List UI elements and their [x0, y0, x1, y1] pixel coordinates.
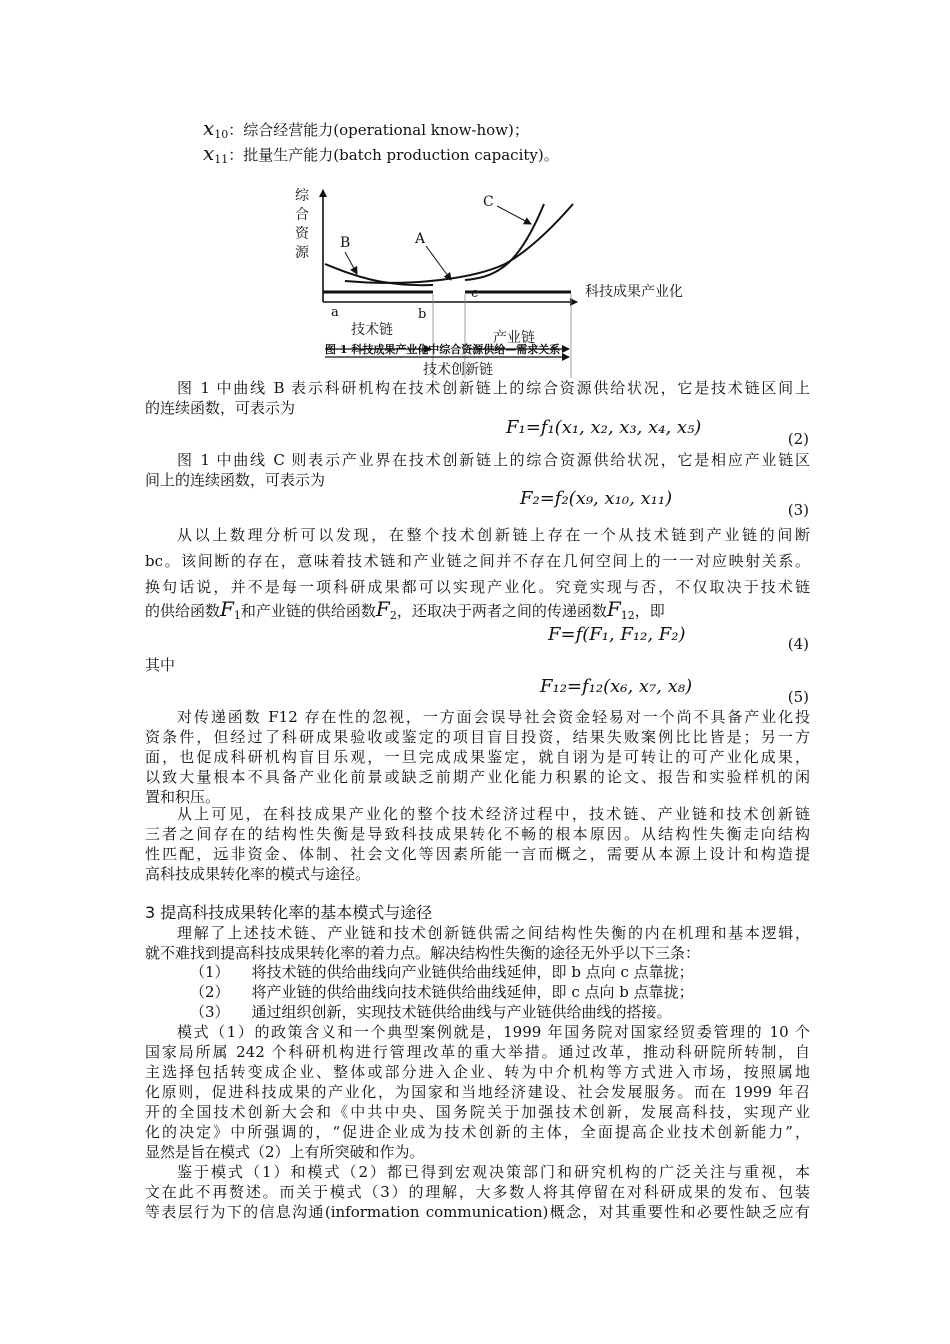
list-item: [190, 982, 855, 1002]
equation-5: F₁₂=f₁₂(x₆, x₇, x₈): [540, 676, 693, 697]
paragraph-line: 化原则，促进科技成果的产业化，为国家和当地经济建设、社会发展服务。而在 1999 年召: [145, 1083, 810, 1101]
definition-x10: [203, 118, 868, 145]
paragraph-line: 化的决定》中所强调的，“促进企业成为技术创新的主体，全面提高企业技术创新能力”，: [145, 1123, 810, 1141]
paragraph-line: 以致大量根本不具备产业化前景或缺乏前期产业化能力积累的论文、报告和实验样机的闲: [145, 768, 810, 786]
inline-func-sub: 1: [233, 609, 241, 622]
paragraph-line: 性匹配，远非资金、体制、社会文化等因素所能一言而概之，需要从本源上设计和构造提: [145, 845, 810, 863]
list-number: （1）: [190, 963, 230, 981]
list-text: 将技术链的供给曲线向产业链供给曲线延伸，即 b 点向 c 点靠拢；: [251, 963, 694, 981]
x-label: 科技成果产业化: [585, 284, 683, 300]
list-text: 将产业链的供给曲线向技术链供给曲线延伸，即 c 点向 b 点靠拢；: [251, 983, 694, 1001]
text-run: ，还取决于两者之间的传递函数: [396, 602, 607, 620]
paragraph-line: 理解了上述技术链、产业链和技术创新链供需之间结构性失衡的内在机理和基本逻辑，: [177, 924, 810, 942]
figure-1: [285, 182, 715, 382]
paragraph-line: bc。该间断的存在，意味着技术链和产业链之间并不存在几何空间上的一一对应映射关系。: [145, 552, 810, 570]
paragraph-line: 文在此不再赘述。而关于模式（3）的理解，大多数人将其停留在对科研成果的发布、包装: [145, 1183, 810, 1201]
curve-label-a: A: [415, 231, 426, 247]
definition-text: ：批量生产能力(batch production capacity)。: [228, 146, 559, 164]
paragraph-line: 主选择包括转变成企业、整体或部分进入企业、转为中介机构等方式进入市场，按照属地: [145, 1063, 810, 1081]
paragraph-line: 显然是旨在模式（2）上有所突破和作为。: [145, 1143, 425, 1161]
definition-var: x: [203, 141, 215, 165]
figure-caption: 图 1 科技成果产业化中综合资源供给—需求关系: [325, 343, 561, 356]
paragraph-line: 三者之间存在的结构性失衡是导致科技成果转化不畅的根本原因。从结构性失衡走向结构: [145, 825, 810, 843]
point-b: b: [418, 307, 427, 322]
paragraph-line: 从以上数理分析可以发现，在整个技术创新链上存在一个从技术链到产业链的间断: [177, 526, 810, 544]
equation-5-number: (5): [787, 688, 809, 706]
equation-2-number: (2): [787, 430, 809, 448]
equation-4-number: (4): [787, 635, 809, 653]
inline-func-var: F: [375, 597, 390, 621]
text-run: 的供给函数: [145, 602, 221, 620]
text-run: 和产业链的供给函数: [240, 602, 376, 620]
curve-c-leader: [497, 206, 531, 224]
definition-text: ：综合经营能力(operational know-how)；: [228, 121, 529, 139]
definition-sub: 10: [214, 128, 229, 141]
paragraph-line: 图 1 中曲线 C 则表示产业界在技术创新链上的综合资源供给状况，它是相应产业链区: [177, 451, 810, 469]
list-text: 通过组织创新，实现技术链供给曲线与产业链供给曲线的搭接。: [251, 1003, 672, 1021]
curve-a-leader: [426, 246, 451, 280]
paragraph-line: 等表层行为下的信息沟通(information communication)概念，对其重要性和必要性缺乏应有: [145, 1203, 810, 1221]
paragraph-line: 模式（1）的政策含义和一个典型案例就是，1999 年国务院对国家经贸委管理的 10 个: [177, 1023, 810, 1041]
inline-func-var: F: [220, 597, 234, 621]
list-number: （2）: [190, 983, 230, 1001]
definition-var: x: [203, 116, 215, 140]
y-label-char: 综: [295, 188, 309, 204]
paragraph-line: 图 1 中曲线 B 表示科研机构在技术创新链上的综合资源供给状况，它是技术链区间上: [177, 379, 810, 397]
paragraph-line: 资条件，但经过了科研成果验收或鉴定的项目盲目投资，结果失败案例比比皆是；另一方: [145, 728, 810, 746]
paragraph-line: 面，也促成科研机构盲目乐观，一旦完成成果鉴定，就自诩为是可转让的可产业化成果，: [145, 748, 810, 766]
paragraph-line: 置和积压。: [145, 788, 221, 806]
paragraph-line: 其中: [145, 656, 176, 674]
section-heading: 3 提高科技成果转化率的基本模式与途径: [145, 903, 433, 922]
definition-x11: [203, 143, 868, 170]
equation-3: F₂=f₂(x₉, x₁₀, x₁₁): [520, 488, 673, 509]
equation-4: F=f(F₁, F₁₂, F₂): [548, 624, 686, 645]
paragraph-line: 鉴于模式（1）和模式（2）都已得到宏观决策部门和研究机构的广泛关注与重视，本: [177, 1163, 810, 1181]
list-item: [190, 1002, 855, 1022]
curve-label-b: B: [340, 235, 351, 251]
industry-chain-label: 产业链: [493, 330, 535, 346]
paragraph-line: 间上的连续函数，可表示为: [145, 471, 326, 489]
list-item: [190, 962, 855, 982]
y-label-char: 合: [295, 207, 309, 223]
list-number: （3）: [190, 1003, 230, 1021]
inline-func-sub: 12: [620, 609, 635, 622]
paragraph-line: 对传递函数 F12 存在性的忽视，一方面会误导社会资金轻易对一个尚不具备产业化投: [177, 708, 810, 726]
paragraph-line: 开的全国技术创新大会和《中共中央、国务院关于加强技术创新，发展高科技，实现产业: [145, 1103, 810, 1121]
point-c: c: [471, 286, 479, 301]
paragraph-line: 的连续函数，可表示为: [145, 399, 296, 417]
paragraph-line: 就不难找到提高科技成果转化率的着力点。解决结构性失衡的途径无外乎以下三条：: [145, 944, 701, 962]
curve-c: [465, 204, 544, 280]
paragraph-line: [145, 596, 810, 629]
y-label-char: 资: [295, 226, 309, 242]
equation-3-number: (3): [787, 501, 809, 519]
curve-label-c: C: [483, 194, 494, 210]
y-label-char: 源: [295, 245, 309, 261]
inline-func-sub: 2: [389, 609, 397, 622]
equation-2: F₁=f₁(x₁, x₂, x₃, x₄, x₅): [506, 417, 702, 438]
paragraph-line: 高科技成果转化率的模式与途径。: [145, 865, 371, 883]
text-run: ，即: [634, 602, 665, 620]
paragraph-line: 从上可见，在科技成果产业化的整个技术经济过程中，技术链、产业链和技术创新链: [177, 805, 810, 823]
inline-func-var: F: [606, 597, 621, 621]
paragraph-line: 国家局所属 242 个科研机构进行管理改革的重大举措。通过改革，推动科研院所转制，自: [145, 1043, 810, 1061]
definition-sub: 11: [214, 153, 229, 166]
paragraph-line: 换句话说，并不是每一项科研成果都可以实现产业化。究竟实现与否，不仅取决于技术链: [145, 578, 810, 596]
innovation-chain-label: 技术创新链: [423, 362, 493, 378]
point-a: a: [331, 305, 339, 320]
tech-chain-label: 技术链: [351, 322, 393, 338]
curve-b-leader: [345, 252, 357, 274]
